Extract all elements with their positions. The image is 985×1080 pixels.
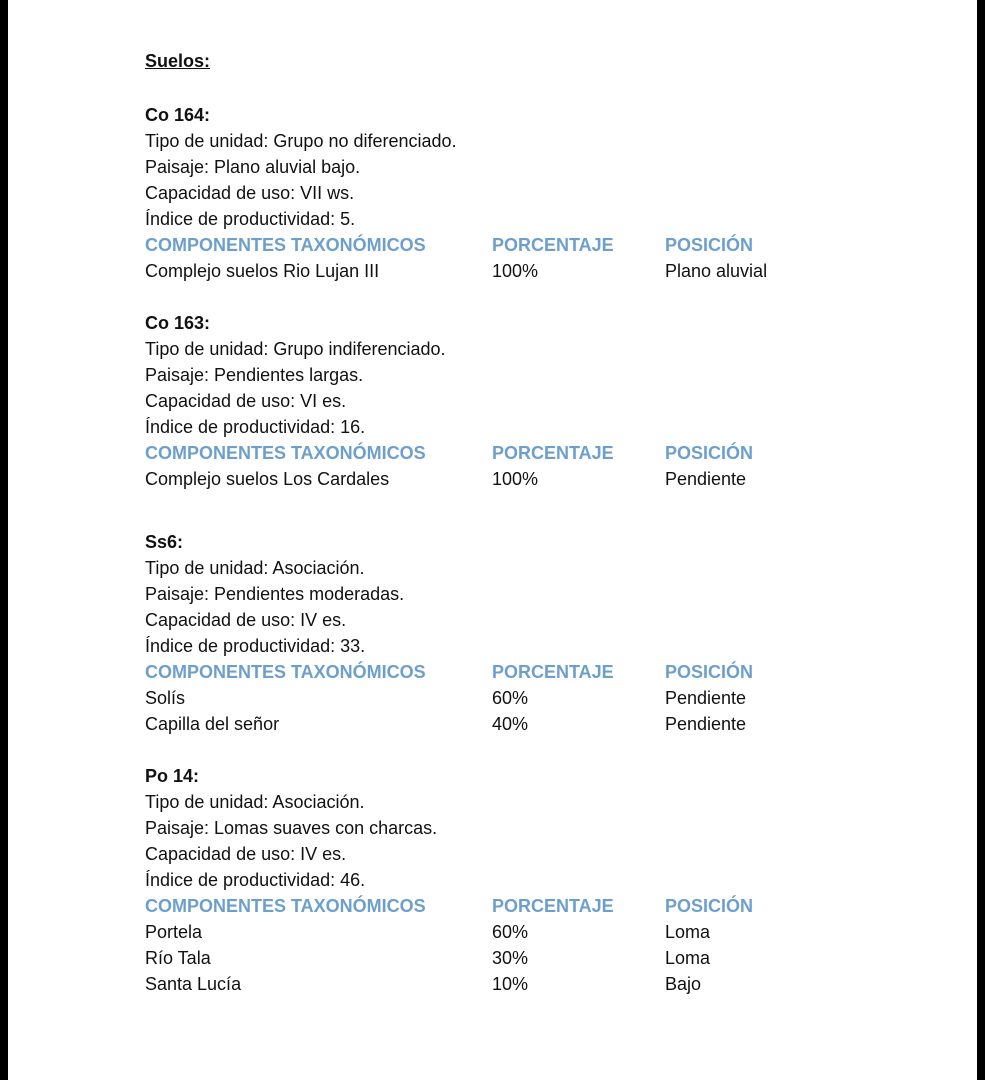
unit-landscape: Paisaje: Lomas suaves con charcas. xyxy=(145,818,438,838)
unit-type: Tipo de unidad: Grupo indiferenciado. xyxy=(145,339,446,359)
cell-posicion: Plano aluvial xyxy=(665,261,768,281)
cell-porcentaje: 10% xyxy=(492,974,529,994)
unit-code: Co 164: xyxy=(145,105,211,125)
table-header xyxy=(145,232,945,258)
cell-porcentaje: 100% xyxy=(492,261,539,281)
cell-componente: Complejo suelos Los Cardales xyxy=(145,469,390,489)
header-posicion: POSICIÓN xyxy=(665,662,754,682)
table-row xyxy=(145,711,945,737)
table-row xyxy=(145,685,945,711)
header-componentes: COMPONENTES TAXONÓMICOS xyxy=(145,235,426,255)
unit-landscape: Paisaje: Pendientes moderadas. xyxy=(145,584,405,604)
document-content xyxy=(145,49,945,997)
unit-code: Co 163: xyxy=(145,313,211,333)
unit-landscape: Paisaje: Plano aluvial bajo. xyxy=(145,157,361,177)
page-title: Suelos: xyxy=(145,51,211,71)
cell-componente: Santa Lucía xyxy=(145,974,242,994)
soil-unit-co163 xyxy=(145,310,945,492)
header-componentes: COMPONENTES TAXONÓMICOS xyxy=(145,662,426,682)
document-page xyxy=(8,0,977,1080)
unit-type: Tipo de unidad: Grupo no diferenciado. xyxy=(145,131,457,151)
unit-type: Tipo de unidad: Asociación. xyxy=(145,558,365,578)
cell-componente: Río Tala xyxy=(145,948,211,968)
header-posicion: POSICIÓN xyxy=(665,443,754,463)
unit-capacity: Capacidad de uso: IV es. xyxy=(145,844,347,864)
unit-productivity-index: Índice de productividad: 33. xyxy=(145,636,366,656)
table-row xyxy=(145,466,945,492)
cell-porcentaje: 60% xyxy=(492,922,529,942)
cell-posicion: Bajo xyxy=(665,974,702,994)
cell-porcentaje: 60% xyxy=(492,688,529,708)
cell-posicion: Loma xyxy=(665,948,711,968)
unit-productivity-index: Índice de productividad: 16. xyxy=(145,417,366,437)
soil-unit-po14 xyxy=(145,763,945,997)
header-porcentaje: PORCENTAJE xyxy=(492,662,614,682)
cell-posicion: Loma xyxy=(665,922,711,942)
header-componentes: COMPONENTES TAXONÓMICOS xyxy=(145,443,426,463)
header-componentes: COMPONENTES TAXONÓMICOS xyxy=(145,896,426,916)
unit-capacity: Capacidad de uso: VI es. xyxy=(145,391,347,411)
cell-posicion: Pendiente xyxy=(665,469,747,489)
cell-porcentaje: 30% xyxy=(492,948,529,968)
table-header xyxy=(145,659,945,685)
unit-code: Ss6: xyxy=(145,532,184,552)
unit-type: Tipo de unidad: Asociación. xyxy=(145,792,365,812)
table-header xyxy=(145,893,945,919)
soil-unit-co164 xyxy=(145,102,945,284)
table-row xyxy=(145,945,945,971)
cell-posicion: Pendiente xyxy=(665,714,747,734)
cell-componente: Solís xyxy=(145,688,186,708)
header-porcentaje: PORCENTAJE xyxy=(492,235,614,255)
header-porcentaje: PORCENTAJE xyxy=(492,443,614,463)
cell-componente: Portela xyxy=(145,922,203,942)
cell-porcentaje: 40% xyxy=(492,714,529,734)
unit-landscape: Paisaje: Pendientes largas. xyxy=(145,365,364,385)
cell-componente: Capilla del señor xyxy=(145,714,280,734)
header-posicion: POSICIÓN xyxy=(665,235,754,255)
unit-code: Po 14: xyxy=(145,766,200,786)
table-row xyxy=(145,919,945,945)
table-header xyxy=(145,440,945,466)
unit-capacity: Capacidad de uso: VII ws. xyxy=(145,183,355,203)
unit-productivity-index: Índice de productividad: 5. xyxy=(145,209,356,229)
table-row xyxy=(145,258,945,284)
unit-capacity: Capacidad de uso: IV es. xyxy=(145,610,347,630)
table-row xyxy=(145,971,945,997)
soil-unit-ss6 xyxy=(145,529,945,737)
cell-posicion: Pendiente xyxy=(665,688,747,708)
header-porcentaje: PORCENTAJE xyxy=(492,896,614,916)
unit-productivity-index: Índice de productividad: 46. xyxy=(145,870,366,890)
cell-componente: Complejo suelos Rio Lujan III xyxy=(145,261,380,281)
cell-porcentaje: 100% xyxy=(492,469,539,489)
header-posicion: POSICIÓN xyxy=(665,896,754,916)
